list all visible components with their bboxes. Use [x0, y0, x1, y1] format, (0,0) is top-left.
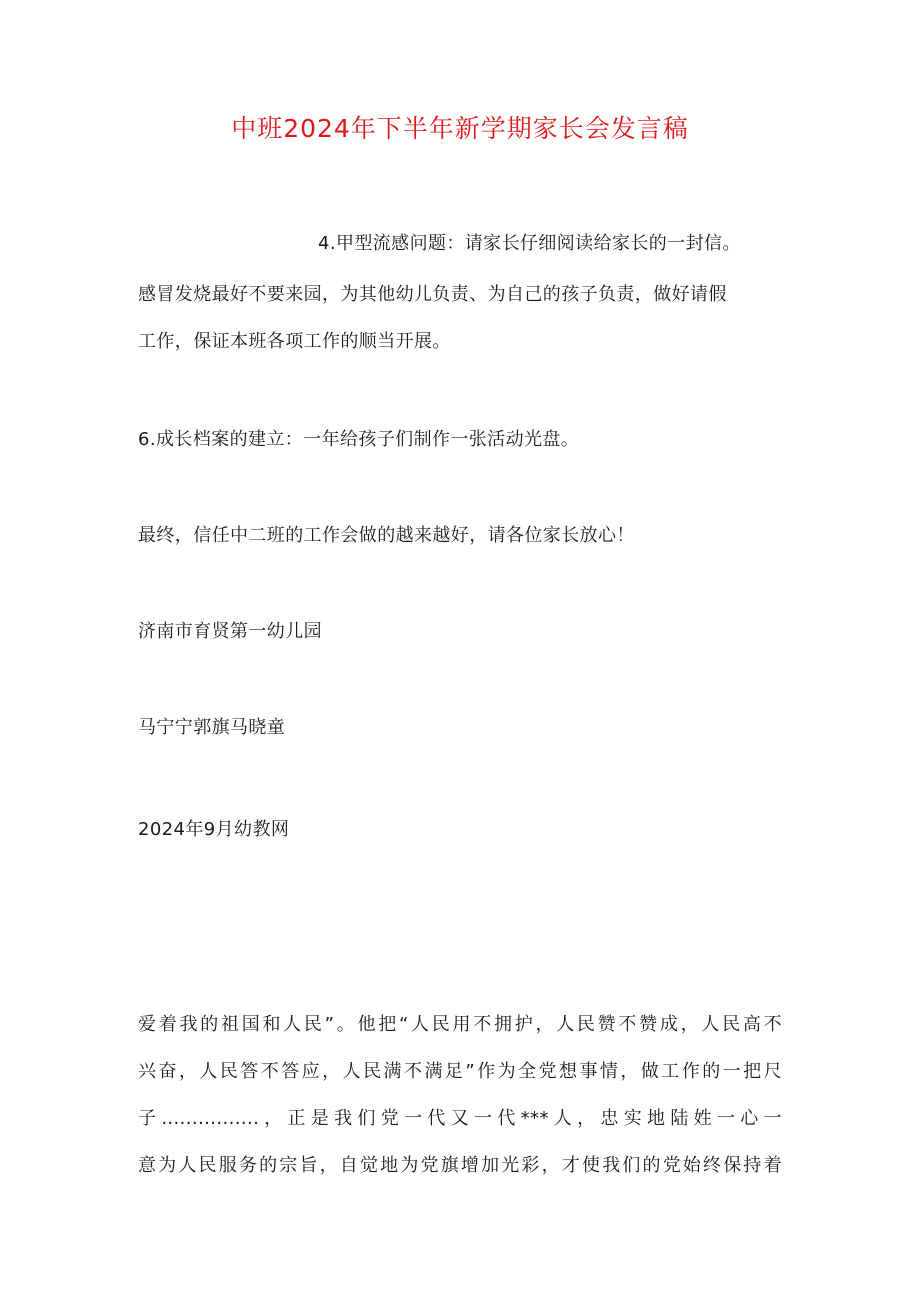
section-6-paragraph: 6.成长档案的建立：一年给孩子们制作一张活动光盘。: [138, 429, 580, 450]
section-4-line-3: 工作，保证本班各项工作的顺当开展。: [138, 331, 451, 352]
closing-paragraph: 最终，信任中二班的工作会做的越来越好，请各位家长放心！: [138, 525, 635, 546]
author-names: 马宁宁郭旗马晓童: [138, 717, 286, 738]
excerpt-line-4: 意为人民服务的宗旨，自觉地为党旗增加光彩，才使我们的党始终保持着: [138, 1155, 782, 1176]
section-4-line-1: 4.甲型流感问题：请家长仔细阅读给家长的一封信。: [318, 233, 741, 254]
excerpt-line-1: 爱着我的祖国和人民”。他把“人民用不拥护，人民赞不赞成，人民高不: [138, 1014, 782, 1035]
document-title: 中班2024年下半年新学期家长会发言稿: [231, 114, 689, 143]
excerpt-line-3: 子................，正是我们党一代又一代***人，忠实地陆姓一心一: [138, 1108, 782, 1129]
date-source: 2024年9月幼教网: [138, 819, 290, 840]
section-4-line-2: 感冒发烧最好不要来园，为其他幼儿负责、为自己的孩子负责，做好请假: [138, 284, 727, 305]
excerpt-line-2: 兴奋，人民答不答应，人民满不满足”作为全党想事情，做工作的一把尺: [138, 1061, 782, 1082]
school-name: 济南市育贤第一幼儿园: [138, 621, 322, 642]
